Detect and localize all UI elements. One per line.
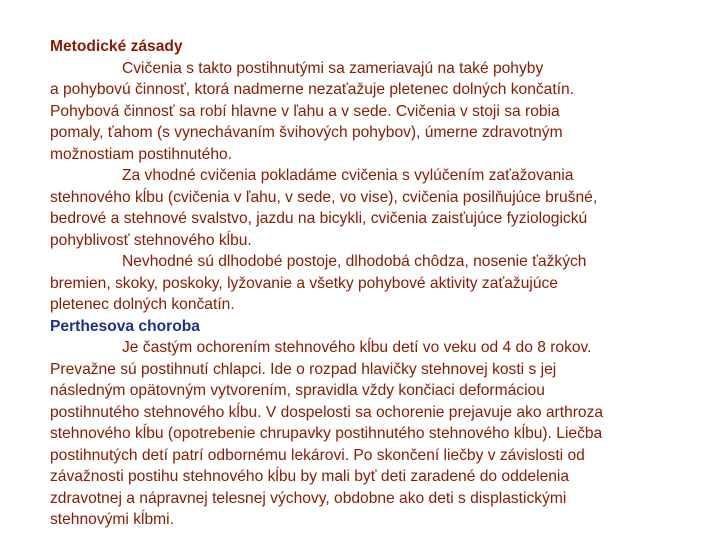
section-heading-metodicke-zasady: Metodické zásady [50,38,183,55]
document-body [50,36,690,531]
paragraph-exercise-focus: Cvičenia s takto postihnutými sa zameriavajú na také pohyby a pohybovú činnosť, ktorá nadmerne nezaťažuje pletenec dolných končatín. Pohybová činnosť sa robí hlavne v ľahu a v sede. Cvičenia v stoji sa robia pomaly, ťahom (s vynechávaním švihových pohybov), úmerne zdravotným možnostiam postihnutého. [50,59,575,163]
section-heading-perthesova-choroba: Perthesova choroba [50,317,200,335]
paragraph-perthes-description: Je častým ochorením stehnového kĺbu detí vo veku od 4 do 8 rokov. Prevažne sú postihnutí chlapci. Ide o rozpad hlavičky stehnovej kosti s jej následným opätovným vytvorením, spravidla vždy končiaci deformáciou postihnutého stehnového kĺbu. V dospelosti sa ochorenie prejavuje ako arthroza stehnového kĺbu (opotrebenie chrupavky postihnutého stehnového kĺbu). Liečba postihnutých detí patrí odbornému lekárovi. Po skončení liečby v závislosti od závažnosti postihu stehnového kĺbu by mali byť deti zaradené do oddelenia zdravotnej a nápravnej telesnej výchovy, obdobne ako deti s displastickými stehnovými kĺbmi. [50,339,604,528]
paragraph-suitable-exercises: Za vhodné cvičenia pokladáme cvičenia s vylúčením zaťažovania stehnového kĺbu (cvičenia v ľahu, v sede, vo vise), cvičenia posilňujúce brušné, bedrové a stehnové svalstvo, jazdu na bicykli, cvičenia zaisťujúce fyziologickú pohyblivosť stehnového kĺbu. [50,167,598,249]
paragraph-unsuitable-activities: Nevhodné sú dlhodobé postoje, dlhodobá chôdza, nosenie ťažkých bremien, skoky, poskoky, lyžovanie a všetky pohybové aktivity zaťažujúce pletenec dolných končatín. [50,253,587,313]
